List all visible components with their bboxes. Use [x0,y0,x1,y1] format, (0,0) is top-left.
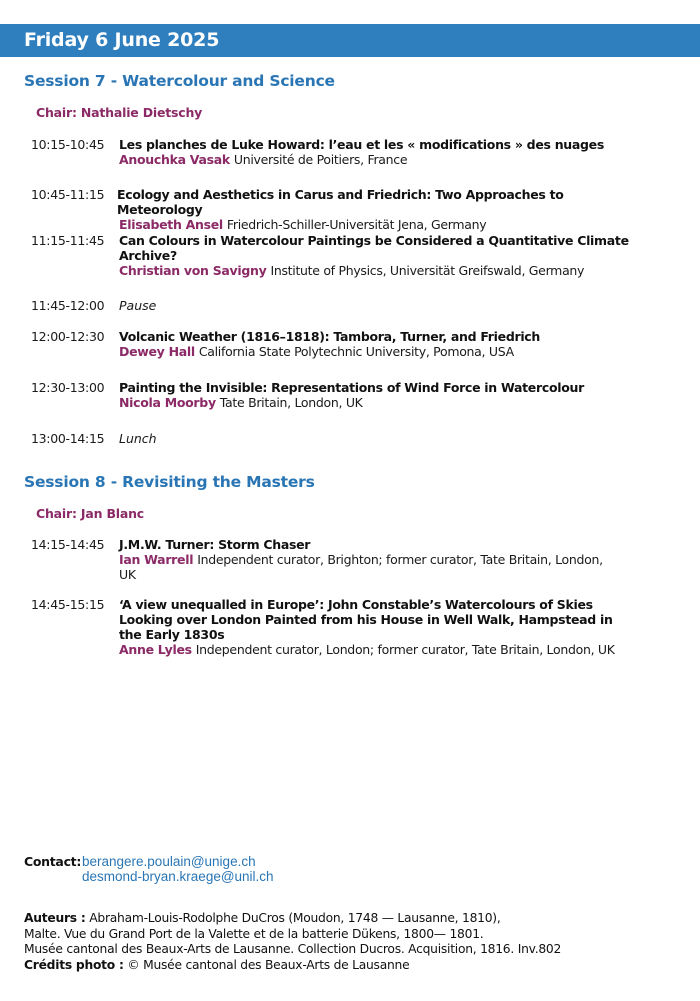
talk-title: J.M.W. Turner: Storm Chaser [119,537,311,552]
credits-block [24,911,684,973]
photo-credit-line [24,958,684,974]
slot-time: 14:15-14:45 [31,537,105,552]
speaker-affiliation: Institute of Physics, Universität Greifswald, Germany [270,263,585,278]
auteurs-line [24,911,684,927]
contact-block [24,854,274,884]
talk-title: Painting the Invisible: Representations of Wind Force in Watercolour [119,380,584,395]
photo-credit-label: Crédits photo : [24,957,124,972]
session-title: Session 7 - Watercolour and Science [24,72,335,90]
speaker-name: Anne Lyles [119,642,192,657]
slot-time: 10:15-10:45 [31,137,105,152]
speaker-affiliation: Independent curator, London; former curator, Tate Britain, London, UK [195,642,615,657]
slot-time: 11:45-12:00 [31,298,105,313]
contact-label: Contact: [24,854,82,869]
session-title: Session 8 - Revisiting the Masters [24,473,315,491]
break-label: Lunch [119,431,157,446]
slot-time: 12:30-13:00 [31,380,105,395]
speaker-name: Anouchka Vasak [119,152,230,167]
speaker-name: Ian Warrell [119,552,194,567]
speaker-name: Elisabeth Ansel [119,217,223,232]
talk-title: Volcanic Weather (1816–1818): Tambora, Turner, and Friedrich [119,329,541,344]
talk-title: Les planches de Luke Howard: l’eau et les « modifications » des nuages [119,137,605,152]
session-chair: Chair: Jan Blanc [36,506,144,521]
speaker-affiliation: Friedrich-Schiller-Universität Jena, Germany [226,217,487,232]
auteurs-line-2: Malte. Vue du Grand Port de la Valette et de la batterie Dükens, 1800— 1801. [24,926,484,941]
talk-title: Can Colours in Watercolour Paintings be Considered a Quantitative Climate Archive? [119,233,629,263]
talk-title: Ecology and Aesthetics in Carus and Friedrich: Two Approaches to Meteorology [117,187,564,217]
contact-email-link[interactable]: berangere.poulain@unige.ch [82,854,256,869]
slot-time: 13:00-14:15 [31,431,105,446]
talk-title: ‘A view unequalled in Europe’: John Constable’s Watercolours of Skies Looking over London Painted from his House in Well Walk, Hampstead in the Early 1830s [119,597,613,642]
slot-time: 14:45-15:15 [31,597,105,612]
contact-email-link[interactable]: desmond-bryan.kraege@unil.ch [82,869,274,884]
slot-time: 10:45-11:15 [31,187,105,202]
speaker-affiliation: Université de Poitiers, France [233,152,408,167]
session-chair: Chair: Nathalie Dietschy [36,105,203,120]
speaker-affiliation: Independent curator, Brighton; former curator, Tate Britain, London, UK [119,552,603,582]
auteurs-text: Abraham-Louis-Rodolphe DuCros (Moudon, 1748 — Lausanne, 1810), [89,911,501,925]
photo-credit-text: © Musée cantonal des Beaux-Arts de Lausanne [127,957,410,972]
speaker-name: Christian von Savigny [119,263,267,278]
auteurs-line-3: Musée cantonal des Beaux-Arts de Lausanne. Collection Ducros. Acquisition, 1816. Inv.802 [24,942,562,956]
speaker-affiliation: Tate Britain, London, UK [219,395,363,410]
day-banner: Friday 6 June 2025 [0,24,700,57]
slot-time: 11:15-11:45 [31,233,105,248]
slot-time: 12:00-12:30 [31,329,105,344]
speaker-name: Nicola Moorby [119,395,216,410]
speaker-affiliation: California State Polytechnic University, Pomona, USA [198,344,514,359]
auteurs-label: Auteurs : [24,911,86,925]
break-label: Pause [119,298,157,313]
speaker-name: Dewey Hall [119,344,195,359]
